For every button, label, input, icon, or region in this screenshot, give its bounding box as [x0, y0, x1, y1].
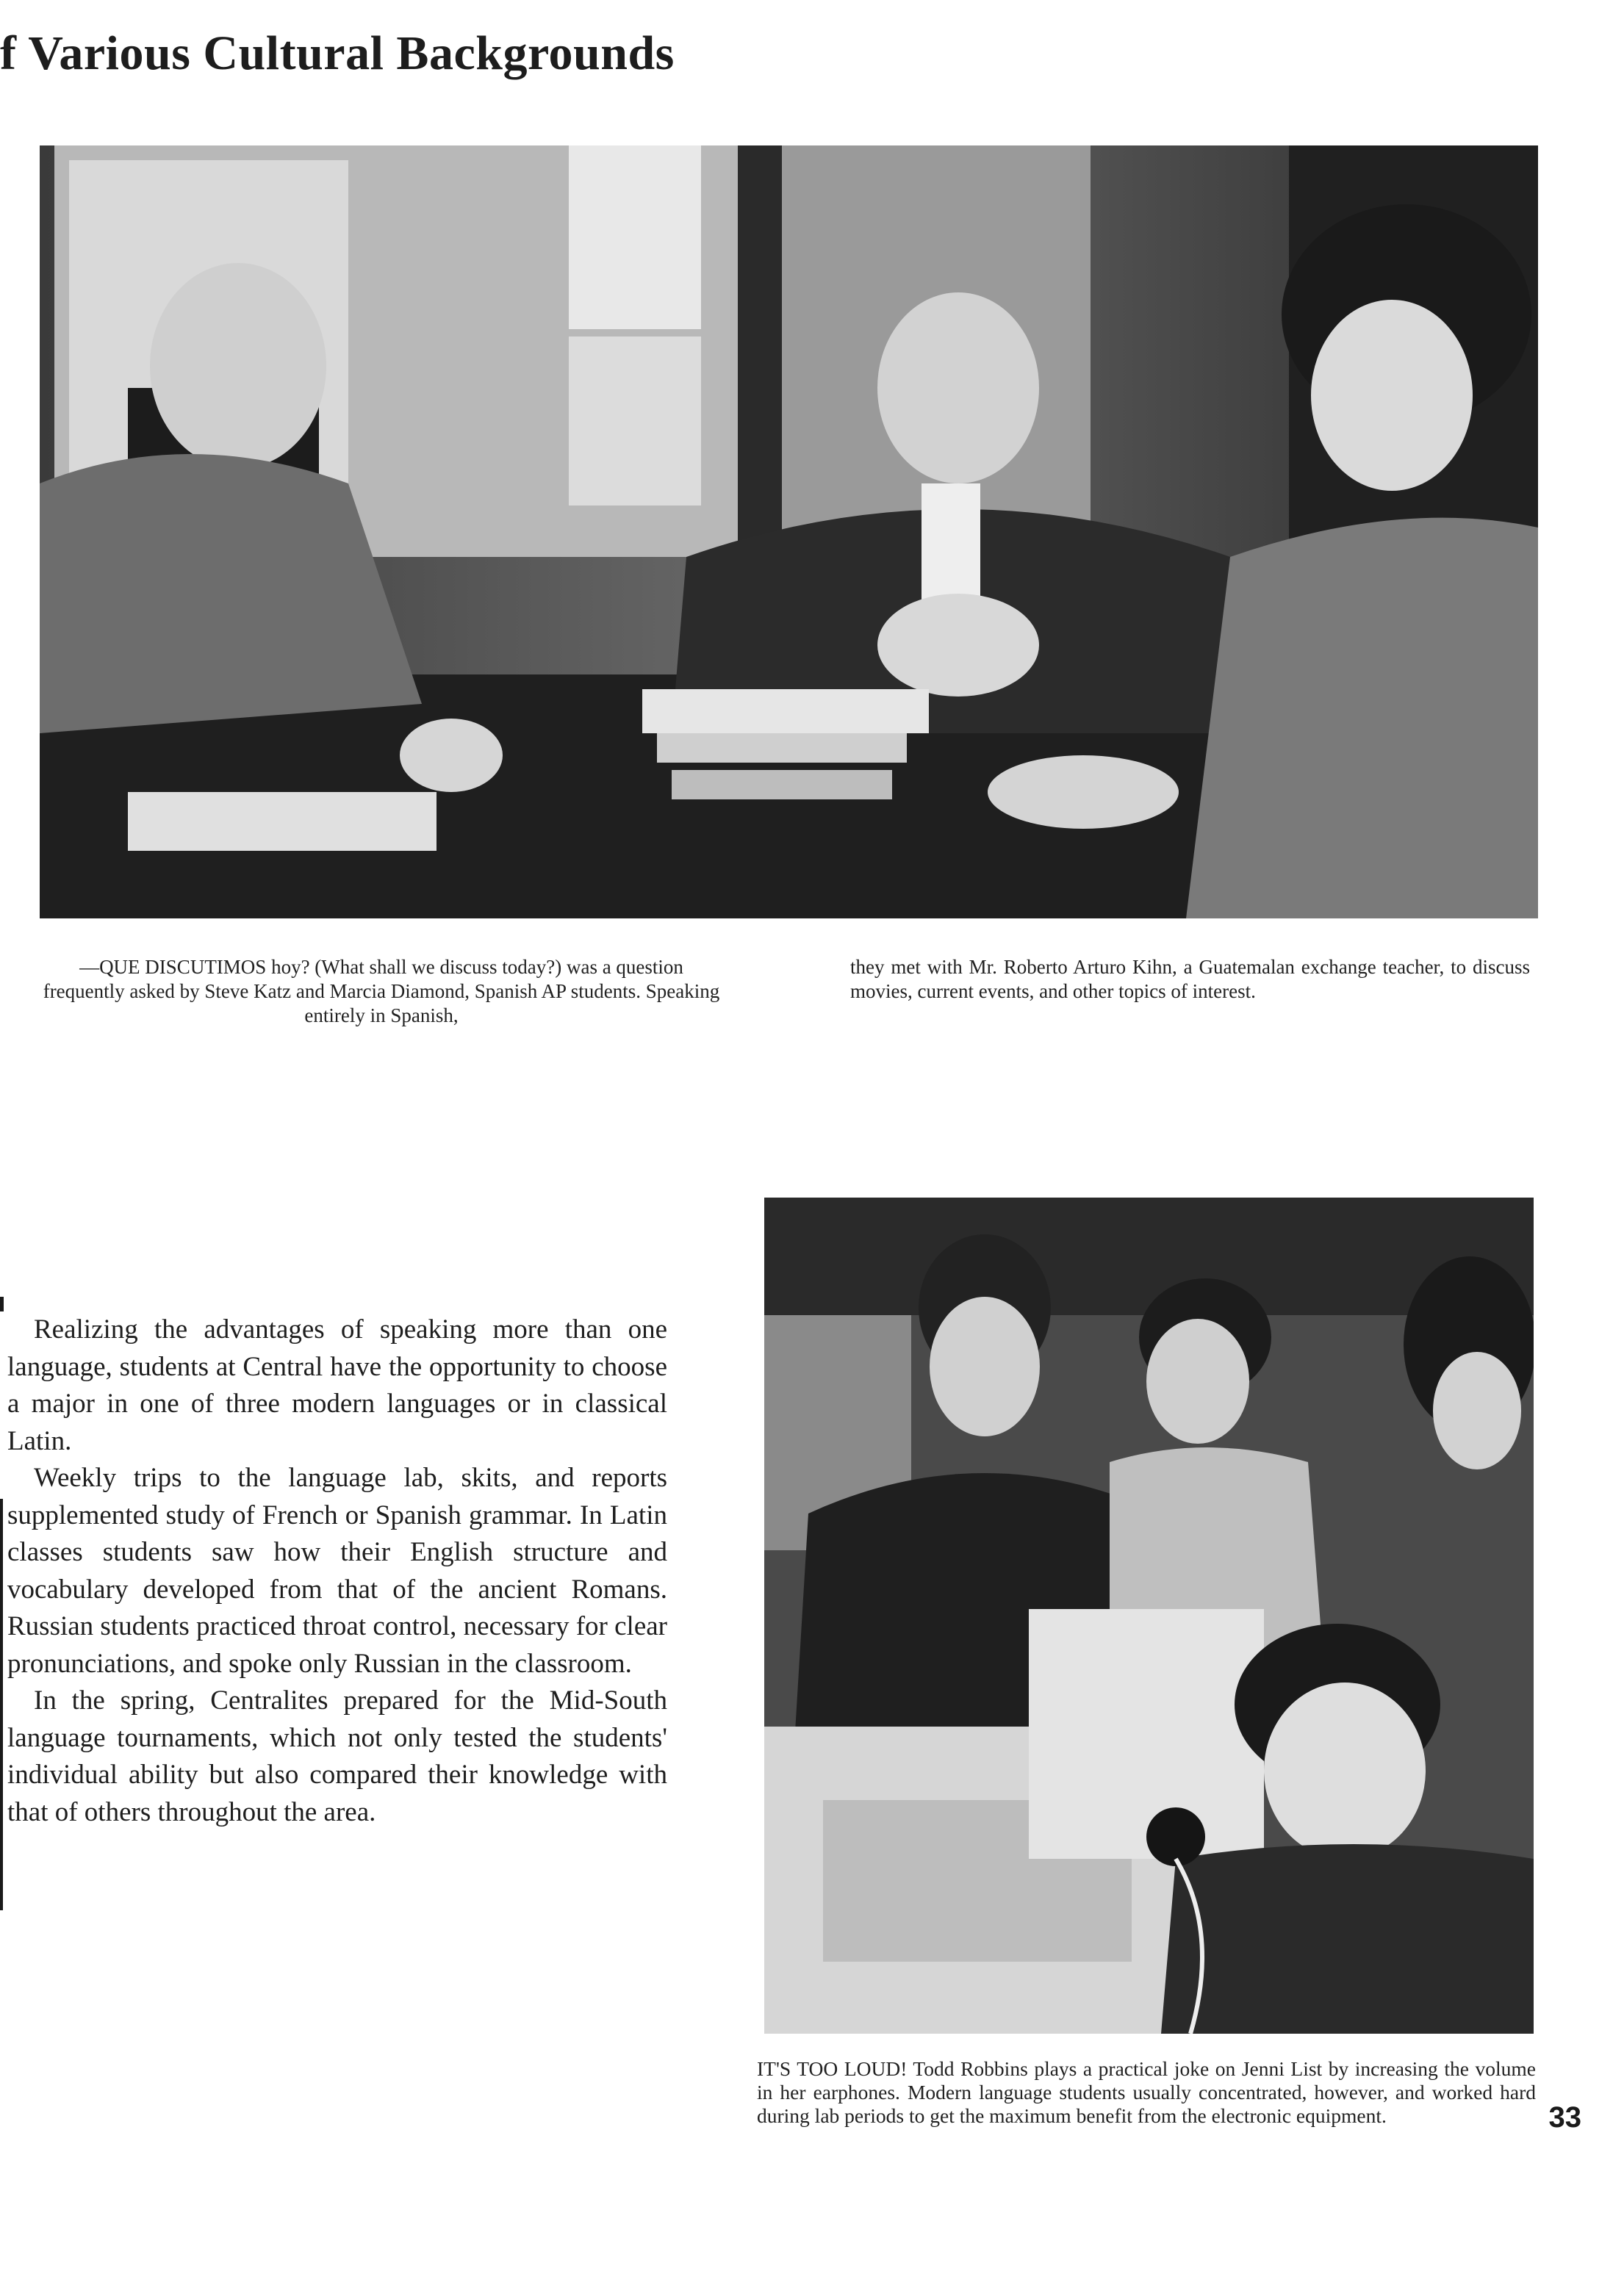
page-headline: f Various Cultural Backgrounds [0, 26, 675, 80]
body-text [7, 1311, 667, 1831]
top-caption-right: they met with Mr. Roberto Arturo Kihn, a Guatemalan exchange teacher, to discuss movies, current events, and other topics of interest. [850, 956, 1530, 1002]
body-paragraph: In the spring, Centralites prepared for the Mid-South language tournaments, which not only tested the students' individual ability but also compared their knowledge with that of others throughout the area. [7, 1685, 667, 1827]
body-paragraph: Realizing the advantages of speaking more than one language, students at Central have the opportunity to choose a major in one of three modern languages or in classical Latin. [7, 1314, 667, 1456]
body-paragraph: Weekly trips to the language lab, skits, and reports supplemented study of French or Spanish grammar. In Latin classes students saw how their English structure and vocabulary developed from that of the ancient Romans. Russian students practiced throat control, necessary for clear pronunciations, and spoke only Russian in the classroom. [7, 1463, 667, 1679]
bottom-caption: IT'S TOO LOUD! Todd Robbins plays a practical joke on Jenni List by increasing the volume in her earphones. Modern language students usually concentrated, however, and worked hard during lab periods to get the maximum benefit from the electronic equipment. [757, 2057, 1536, 2127]
left-edge-mark [0, 1499, 3, 1910]
bottom-photo [764, 1198, 1534, 2034]
top-photo [40, 145, 1538, 918]
left-edge-mark [0, 1297, 4, 1311]
photo-classroom-conversation-icon [40, 145, 1538, 918]
photo-language-lab-icon [764, 1198, 1534, 2034]
top-caption-left: —QUE DISCUTIMOS hoy? (What shall we discuss today?) was a question frequently asked by Steve Katz and Marcia Diamond, Spanish AP students. Speaking entirely in Spanish, [43, 956, 720, 1026]
page-number: 33 [1548, 2101, 1581, 2134]
